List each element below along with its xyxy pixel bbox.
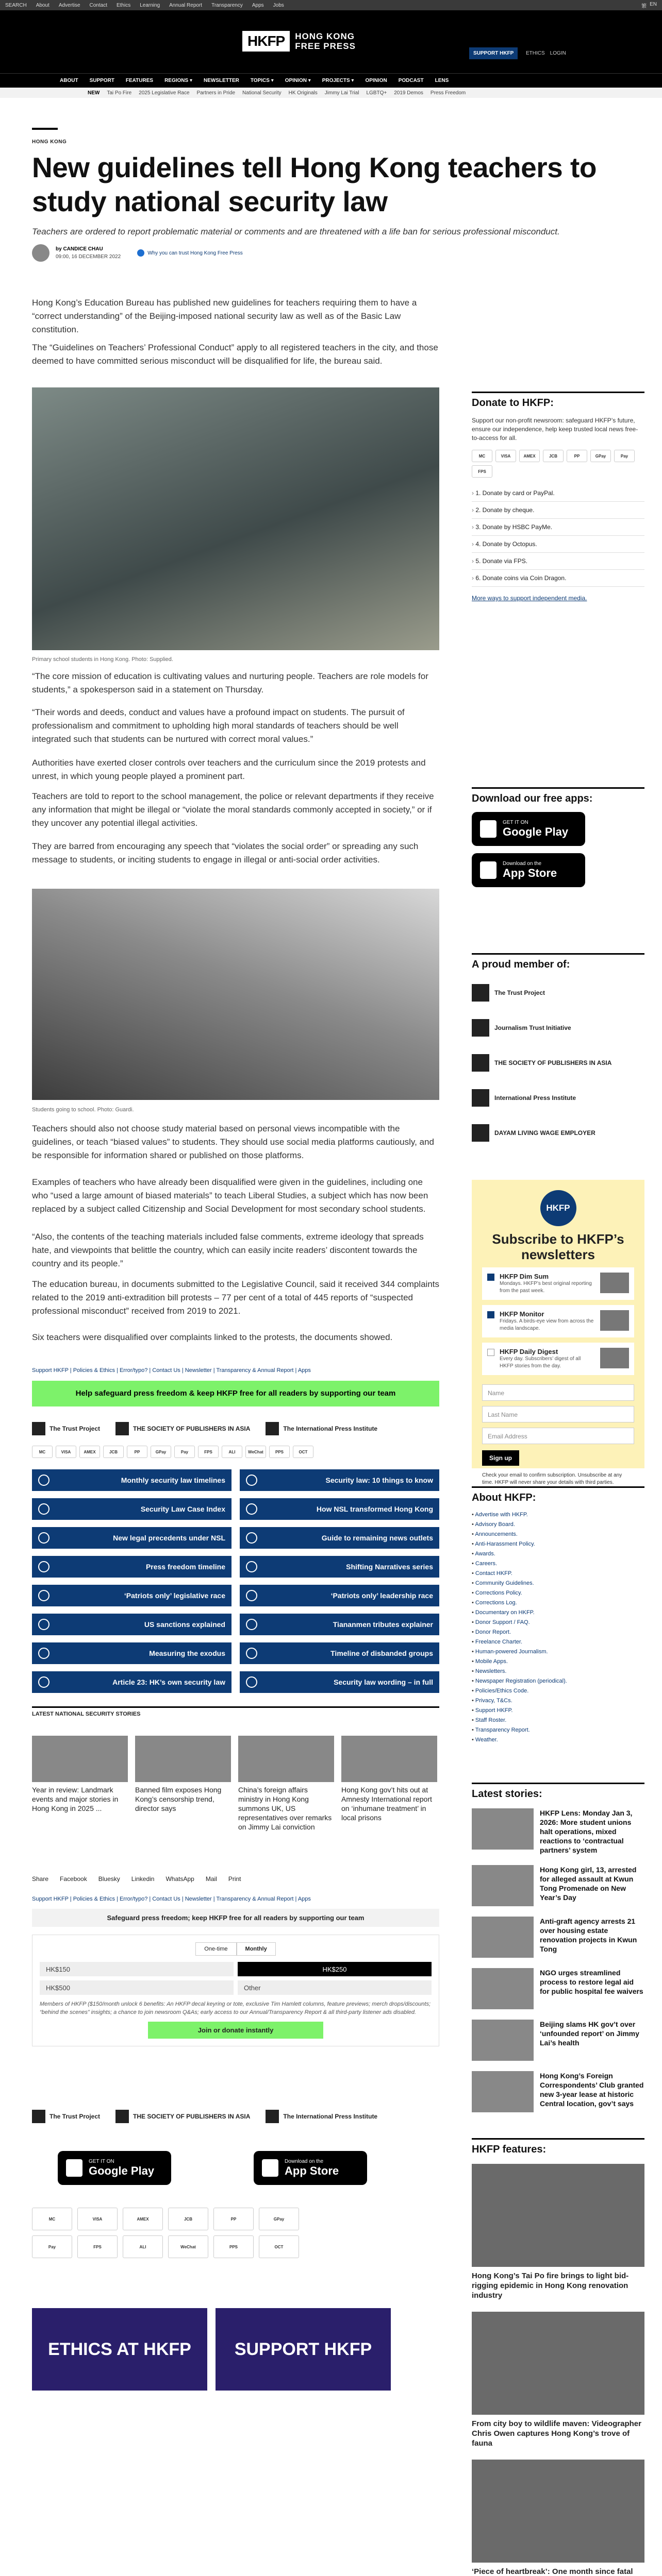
app-store-button[interactable]: Download on the App Store (254, 2151, 367, 2185)
story-thumbnail (472, 2071, 534, 2112)
leader-icon (246, 1590, 257, 1601)
article-photo-2 (32, 889, 439, 1100)
donate-option[interactable]: › 1. Donate by card or PayPal. (472, 485, 644, 502)
latest-story[interactable]: Beijing slams HK gov’t over ‘unfounded report’ on Jimmy Lai’s health (472, 2020, 644, 2061)
member-ipi[interactable]: International Press Institute (472, 1089, 644, 1107)
apple-icon (262, 2159, 278, 2177)
sidebar-about (472, 1486, 644, 1745)
share-whatsapp[interactable]: WhatsApp (166, 1875, 194, 1883)
trust-project-icon (472, 984, 489, 1002)
topbar-annual-report[interactable]: Annual Report (169, 2, 203, 8)
trending-item[interactable]: National Security (242, 90, 282, 96)
ballot-icon (38, 1590, 49, 1601)
story-thumbnail (135, 1736, 231, 1782)
apple-pay-icon: Pay (32, 2235, 72, 2258)
donate-heading: Donate to HKFP: (472, 392, 644, 409)
nsl-story-card[interactable]: Hong Kong gov’t hits out at Amnesty International report on ‘inhumane treatment’ in local prisons (341, 1736, 437, 1832)
nsl-story-card[interactable]: Banned film exposes Hong Kong’s censorship trend, director says (135, 1736, 231, 1832)
fps-icon: FPS (77, 2235, 118, 2258)
google-play-button[interactable]: GET IT ON Google Play (58, 2151, 171, 2185)
donate-option[interactable]: › 6. Donate coins via Coin Dragon. (472, 570, 644, 587)
tile-us-sanctions[interactable]: US sanctions explained (32, 1614, 231, 1635)
trending-new-label: NEW (88, 90, 100, 96)
about-link[interactable]: • Donor Support / FAQ. (472, 1618, 644, 1628)
fps-icon: FPS (472, 465, 492, 478)
payment-methods (32, 1446, 439, 1458)
member-living-wage[interactable]: DAYAM LIVING WAGE EMPLOYER (472, 1124, 644, 1142)
latest-story[interactable]: HKFP Lens: Monday Jan 3, 2026: More student unions halt operations, mixed reactions to ‘contractual partners’ system (472, 1808, 644, 1855)
candle-icon (246, 1619, 257, 1630)
latest-story[interactable]: Anti-graft agency arrests 21 over housing estate renovation projects in Kwun Tong (472, 1917, 644, 1958)
mastercard-icon: MC (32, 2208, 72, 2230)
about-heading: About HKFP: (472, 1486, 644, 1504)
nsl-story-card[interactable]: Year in review: Landmark events and major stories in Hong Kong in 2025 ... (32, 1736, 128, 1832)
about-link[interactable]: • Newspaper Registration (periodical). (472, 1676, 644, 1686)
newsletter-note: Check your email to confirm subscription. Unsubscribe at any time. HKFP will never share your details with third parties. (482, 1472, 622, 1485)
newsletter-checkbox[interactable] (487, 1311, 494, 1318)
nav-about[interactable]: ABOUT (60, 78, 78, 83)
about-link[interactable]: • Donor Report. (472, 1628, 644, 1637)
member-trust-project[interactable]: The Trust Project (472, 984, 644, 1002)
photo-caption: Primary school students in Hong Kong. Photo: Supplied. (32, 656, 173, 663)
site-logo[interactable] (242, 31, 356, 52)
sanctions-icon (38, 1619, 49, 1630)
donate-widget (32, 1935, 439, 2046)
about-link[interactable]: • Documentary on HKFP. (472, 1608, 644, 1618)
amount-option[interactable]: HK$500 (40, 1980, 234, 1995)
paragraph: “Their words and deeds, conduct and values have a profound impact on students. The pursuit of professionalism and commitment to upholding high moral standards of teachers should be well integrated such that students can be nurtured with correct moral values.” (32, 707, 405, 744)
tile-press-freedom[interactable]: Press freedom timeline (32, 1556, 231, 1578)
alipay-icon: ALI (222, 1446, 242, 1458)
story-thumbnail (472, 1808, 534, 1850)
newsletter-option[interactable]: HKFP Daily Digest Every day. Subscribers’ digest of all HKFP stories from the day. (482, 1343, 634, 1375)
story-thumbnail (238, 1736, 334, 1782)
about-link[interactable]: • Support HKFP. (472, 1706, 644, 1716)
sidebar-apps (472, 787, 644, 887)
about-link[interactable]: • Corrections Log. (472, 1598, 644, 1608)
story-thumbnail (341, 1736, 437, 1782)
share-mail[interactable]: Mail (205, 1875, 217, 1883)
feature-story[interactable]: From city boy to wildlife maven: Videographer Chris Owen captures Hong Kong’s trove of fauna (472, 2312, 644, 2448)
mastercard-icon: MC (32, 1446, 53, 1458)
paragraph: They are barred from encouraging any speech that “violates the social order” or spreading any such message to students, or inciting students to engage in illegal or anti-social order activities. (32, 841, 419, 865)
trust-project-icon (32, 1422, 45, 1435)
ipi-icon (472, 1089, 489, 1107)
tile-exodus[interactable]: Measuring the exodus (32, 1642, 231, 1664)
topbar-apps[interactable]: Apps (252, 2, 264, 8)
nav-support[interactable]: SUPPORT (89, 78, 114, 83)
nav-topics[interactable]: TOPICS ▾ (250, 78, 274, 83)
badge-label: The Trust Project (49, 2113, 101, 2120)
amount-option[interactable]: HK$150 (40, 1962, 234, 1976)
feature-story[interactable]: ‘Piece of heartbreak’: One month since fatal (472, 2460, 644, 2576)
about-link[interactable]: • Weather. (472, 1735, 644, 1745)
newsletter-checkbox[interactable] (487, 1349, 494, 1356)
latest-heading: Latest stories: (472, 1783, 644, 1800)
support-links (32, 1367, 439, 1374)
logo-line-1: HONG KONG (295, 31, 355, 41)
topbar-about[interactable]: About (36, 2, 49, 8)
feature-image (472, 2312, 644, 2415)
group-icon (246, 1648, 257, 1659)
paragraph: Authorities have exerted closer controls over teachers and the curriculum since the 2019 protests and unrest, in which young people played a prominent part. (32, 758, 426, 781)
sidebar-app-store[interactable]: Download on the App Store (472, 853, 585, 887)
trending-item[interactable]: 2019 Demos (394, 90, 423, 96)
story-thumbnail (32, 1736, 128, 1782)
sopa-icon (115, 1422, 129, 1435)
tile-case-index[interactable]: Security Law Case Index (32, 1498, 231, 1520)
jti-icon (472, 1019, 489, 1037)
logo-mark: HKFP (242, 31, 290, 52)
byline (32, 244, 243, 262)
trending-bar (0, 88, 662, 98)
why-trust-link[interactable]: Why you can trust Hong Kong Free Press (137, 249, 243, 257)
story-thumbnail (472, 1968, 534, 2009)
sidebar-donate (472, 392, 644, 603)
share-bluesky[interactable]: Bluesky (98, 1875, 120, 1883)
octopus-icon: OCT (259, 2235, 299, 2258)
badge-label: The International Press Institute (283, 2113, 378, 2120)
paragraph: “Also, the contents of the teaching materials included false comments, extreme ideology that spreads hate, and viewpoints that belittle the country, which can easily incite readers’ discontent towards the country and its people.” (32, 1232, 424, 1268)
ipi-icon (266, 2110, 279, 2123)
topbar-ethics[interactable]: Ethics (116, 2, 131, 8)
member-badges-bottom (32, 2110, 439, 2123)
donate-option[interactable]: › 4. Donate by Octopus. (472, 536, 644, 553)
google-play-icon (66, 2159, 82, 2177)
apple-pay-icon: Pay (174, 1446, 195, 1458)
timeline-icon (38, 1475, 49, 1486)
nav-opinion-menu[interactable]: OPINION ▾ (285, 78, 311, 83)
amex-icon: AMEX (123, 2208, 163, 2230)
newsletter-thumbnail (600, 1348, 629, 1368)
badge-label: The Trust Project (49, 1425, 101, 1432)
feature-image (472, 2164, 644, 2267)
topbar-jobs[interactable]: Jobs (273, 2, 284, 8)
latest-story[interactable]: Hong Kong’s Foreign Correspondents’ Club granted new 3-year lease at historic Central location, gov’t says (472, 2071, 644, 2112)
visa-icon: VISA (77, 2208, 118, 2230)
member-benefits-note: Members of HKFP ($150/month unlock 6 benefits: An HKFP decal keyring or tote, exclusive Tim Hamlett columns, feature previews; merch drops/discounts; “behind the scenes” insights; a chance to join newsroom Q&As; early access to our Annual/Transparency Report & all third-party listener ads disabled. (40, 2001, 431, 2015)
narrative-icon (246, 1561, 257, 1572)
trending-item[interactable]: Tai Po Fire (107, 90, 132, 96)
join-donate-button[interactable]: Join or donate instantly (148, 2022, 323, 2039)
more-ways-link[interactable]: More ways to support independent media. (472, 595, 587, 602)
paragraph: Six teachers were disqualified over complaints linked to the protests, the documents showed. (32, 1332, 393, 1342)
google-pay-icon: GPay (151, 1446, 171, 1458)
tile-10-things[interactable]: Security law: 10 things to know (240, 1469, 439, 1491)
tile-legal-precedents[interactable]: New legal precedents under NSL (32, 1527, 231, 1549)
support-banner[interactable]: Help safeguard press freedom & keep HKFP free for all readers by supporting our team (32, 1381, 439, 1406)
paypal-icon: PP (127, 1446, 147, 1458)
login-link[interactable]: LOGIN (550, 50, 566, 56)
share-linkedin[interactable]: Linkedin (131, 1875, 155, 1883)
tile-law-wording[interactable]: Security law wording – in full (240, 1671, 439, 1693)
gavel-icon (38, 1532, 49, 1544)
about-link[interactable]: • Advisory Board. (472, 1520, 644, 1530)
safeguard-banner[interactable]: Safeguard press freedom; keep HKFP free for all readers by supporting our team (32, 1909, 439, 1927)
payment-methods-bottom (32, 2208, 321, 2258)
topbar-advertise[interactable]: Advertise (58, 2, 80, 8)
paragraph: Hong Kong’s Education Bureau has published new guidelines for teachers requiring them to have a “correct understanding” of the Beijing-imposed national security law as well as of the Basic Law constitution. (32, 298, 417, 334)
features-heading: HKFP features: (472, 2138, 644, 2156)
topbar-search[interactable]: SEARCH (5, 2, 27, 8)
about-link[interactable]: • Community Guidelines. (472, 1579, 644, 1588)
alipay-icon: ALI (123, 2235, 163, 2258)
badge-label: THE SOCIETY OF PUBLISHERS IN ASIA (133, 2113, 251, 2120)
feature-story[interactable]: Hong Kong’s Tai Po fire brings to light bid-rigging epidemic in Hong Kong renovation industry (472, 2164, 644, 2300)
trust-icon (137, 249, 144, 257)
about-link[interactable]: • Contact HKFP. (472, 1569, 644, 1579)
support-promo[interactable]: SUPPORT HKFP (216, 2308, 391, 2391)
trending-item[interactable]: Press Freedom (430, 90, 466, 96)
newspaper-icon (246, 1532, 257, 1544)
sidebar-payment-icons (472, 450, 644, 478)
nav-lens[interactable]: LENS (435, 78, 449, 83)
transform-icon (246, 1503, 257, 1515)
topbar-transparency[interactable]: Transparency (211, 2, 243, 8)
tile-news-outlets[interactable]: Guide to remaining news outlets (240, 1527, 439, 1549)
about-link[interactable]: • Mobile Apps. (472, 1657, 644, 1667)
about-link[interactable]: • Staff Roster. (472, 1716, 644, 1725)
about-links (472, 1510, 644, 1745)
about-link[interactable]: • Anti-Harassment Policy. (472, 1539, 644, 1549)
ethics-link[interactable]: ETHICS (526, 50, 545, 56)
about-link[interactable]: • Newsletters. (472, 1667, 644, 1676)
lang-chinese[interactable]: 繁 (641, 3, 647, 9)
newsletter-thumbnail (600, 1310, 629, 1331)
support-links-text[interactable]: Support HKFP | Policies & Ethics | Error/typo? | Contact Us | Newsletter | Transparency & Annual Report | Apps (32, 1367, 311, 1374)
wechat-pay-icon: WeChat (245, 1446, 266, 1458)
share-label: Share (32, 1875, 49, 1883)
octopus-icon: OCT (293, 1446, 313, 1458)
trending-item[interactable]: HK Originals (288, 90, 318, 96)
latest-story[interactable]: Hong Kong girl, 13, arrested for alleged assault at Kwun Tong Promenade on New Year’s Day (472, 1865, 644, 1906)
nav-opinion[interactable]: OPINION (365, 78, 387, 83)
about-link[interactable]: • Policies/Ethics Code. (472, 1686, 644, 1696)
donate-options (472, 485, 644, 587)
support-links-bottom (32, 1896, 439, 1902)
apple-pay-icon: Pay (614, 450, 635, 462)
newsletter-checkbox[interactable] (487, 1274, 494, 1281)
tile-disbanded-groups[interactable]: Timeline of disbanded groups (240, 1642, 439, 1664)
tile-legislative-race[interactable]: ‘Patriots only’ legislative race (32, 1585, 231, 1606)
ipi-icon (266, 1422, 279, 1435)
nav-newsletter[interactable]: NEWSLETTER (203, 78, 239, 83)
nav-podcast[interactable]: PODCAST (398, 78, 424, 83)
hkfp-logo-circle: HKFP (540, 1190, 576, 1226)
tile-leadership-race[interactable]: ‘Patriots only’ leadership race (240, 1585, 439, 1606)
member-badges (32, 1422, 439, 1435)
photo-caption: Students going to school. Photo: Guardi. (32, 1107, 134, 1113)
share-bar (32, 1875, 439, 1883)
ethics-promo[interactable]: ETHICS AT HKFP (32, 2308, 207, 2391)
about-link[interactable]: • Corrections Policy. (472, 1588, 644, 1598)
email-input[interactable]: Email Address (482, 1428, 634, 1444)
paragraph: The “Guidelines on Teachers’ Professional Conduct” apply to all registered teachers in the city, and those deemed to have committed serious misconduct will be disqualified for life, the bureau said. (32, 343, 438, 366)
logo-line-2: FREE PRESS (295, 41, 356, 51)
document-icon (246, 1676, 257, 1688)
newsletter-signup (472, 1180, 644, 1485)
about-link[interactable]: • Freelance Charter. (472, 1637, 644, 1647)
trust-project-icon (32, 2110, 45, 2123)
about-link[interactable]: • Awards. (472, 1549, 644, 1559)
nav-regions[interactable]: REGIONS ▾ (164, 78, 192, 83)
press-icon (38, 1561, 49, 1572)
member-sopa[interactable]: THE SOCIETY OF PUBLISHERS IN ASIA (472, 1054, 644, 1072)
tile-tiananmen[interactable]: Tiananmen tributes explainer (240, 1614, 439, 1635)
nav-projects[interactable]: PROJECTS ▾ (322, 78, 354, 83)
nsl-resource-tiles (32, 1469, 439, 1693)
jcb-icon: JCB (103, 1446, 124, 1458)
kicker-rule (32, 128, 58, 130)
paragraph: The education bureau, in documents submitted to the Legislative Council, said it received 344 complaints related to the 2019 anti-extradition bill protests – 77 per cent of a total of 445 reports of “suspected professional misconduct” received from 2019 to 2021. (32, 1279, 440, 1316)
living-wage-icon (472, 1124, 489, 1142)
fps-icon: FPS (198, 1446, 219, 1458)
article-category[interactable]: HONG KONG (32, 139, 67, 145)
donate-option[interactable]: › 3. Donate by HSBC PayMe. (472, 519, 644, 536)
sidebar-latest (472, 1783, 644, 2123)
about-link[interactable]: • Careers. (472, 1559, 644, 1569)
amount-option-selected[interactable]: HK$250 (238, 1962, 432, 1976)
about-link[interactable]: • Transparency Report. (472, 1725, 644, 1735)
topbar-contact[interactable]: Contact (89, 2, 107, 8)
google-pay-icon: GPay (259, 2208, 299, 2230)
paypal-icon: PP (213, 2208, 254, 2230)
jcb-icon: JCB (543, 450, 564, 462)
sidebar-google-play[interactable]: GET IT ON Google Play (472, 812, 585, 846)
story-thumbnail (472, 2020, 534, 2061)
google-play-icon (480, 820, 496, 838)
author-avatar (32, 244, 49, 262)
google-pay-icon: GPay (590, 450, 611, 462)
topbar-learning[interactable]: Learning (140, 2, 160, 8)
newsletter-thumbnail (600, 1273, 629, 1293)
trending-item[interactable]: 2025 Legislative Race (139, 90, 190, 96)
about-link[interactable]: • Announcements. (472, 1530, 644, 1539)
sopa-icon (472, 1054, 489, 1072)
paragraph: Teachers are told to report to the school management, the police or relevant departments if they receive any information that might be illegal or “violate the moral standards commonly accepted in society,” or if they uncover any potential illegal activities. (32, 791, 434, 828)
visa-icon: VISA (56, 1446, 76, 1458)
newsletter-heading: Subscribe to HKFP’s newsletters (492, 1231, 624, 1262)
author-name[interactable]: by CANDICE CHAU (56, 246, 103, 252)
newsletter-option[interactable]: HKFP Monitor Fridays. A birds-eye view from across the media landscape. (482, 1305, 634, 1337)
latest-nsl-title: LATEST NATIONAL SECURITY STORIES (32, 1706, 439, 1717)
trending-item[interactable]: Partners in Pride (196, 90, 236, 96)
list-icon (246, 1475, 257, 1486)
plane-icon (38, 1648, 49, 1659)
nav-features[interactable]: FEATURES (125, 78, 154, 83)
article-standfirst: Teachers are ordered to report problematic material or comments and are threatened with a life ban for serious professional misconduct. (32, 227, 560, 236)
promo-banners (32, 2308, 439, 2391)
nsl-story-card[interactable]: China’s foreign affairs ministry in Hong Kong summons UK, US representatives over remarks on Jimmy Lai conviction (238, 1736, 334, 1832)
donate-text[interactable]: Support our non-profit newsroom: safeguard HKFP’s future, ensure our independence, help keep trusted local news free-to-access for all. (472, 417, 638, 442)
sidebar-members (472, 953, 644, 1142)
support-links-text[interactable]: Support HKFP | Policies & Ethics | Error/typo? | Contact Us | Newsletter | Transparency & Annual Report | Apps (32, 1896, 311, 1902)
sopa-icon (115, 2110, 129, 2123)
article-photo-1 (32, 387, 439, 650)
tile-nsl-transformed[interactable]: How NSL transformed Hong Kong (240, 1498, 439, 1520)
share-print[interactable]: Print (228, 1875, 241, 1883)
tile-security-timelines[interactable]: Monthly security law timelines (32, 1469, 231, 1491)
tile-article-23[interactable]: Article 23: HK’s own security law (32, 1671, 231, 1693)
amex-icon: AMEX (519, 450, 540, 462)
story-thumbnail (472, 1865, 534, 1906)
member-jti[interactable]: Journalism Trust Initiative (472, 1019, 644, 1037)
lang-english[interactable]: EN (650, 1, 657, 7)
donate-option[interactable]: › 5. Donate via FPS. (472, 553, 644, 570)
last-name-input[interactable]: Last Name (482, 1406, 634, 1422)
publish-date: 09:00, 16 DECEMBER 2022 (56, 254, 121, 260)
support-hkfp-button[interactable]: SUPPORT HKFP (469, 47, 518, 59)
badge-label: THE SOCIETY OF PUBLISHERS IN ASIA (133, 1425, 251, 1432)
paragraph: Examples of teachers who have already been disqualified were given in the guidelines, including one who “used a large amount of biased materials” to teach Liberal Studies, a subject which has now been replaced by a subject called Citizenship and Social Development for most secondary school students. (32, 1177, 428, 1214)
trending-item[interactable]: LGBTQ+ (366, 90, 387, 96)
index-icon (38, 1503, 49, 1515)
utility-bar (0, 0, 662, 10)
latest-story[interactable]: NGO urges streamlined process to restore legal aid for public hospital fee waivers (472, 1968, 644, 2009)
jcb-icon: JCB (168, 2208, 208, 2230)
sidebar-features (472, 2138, 644, 2576)
signup-button[interactable]: Sign up (482, 1450, 519, 1466)
about-link[interactable]: • Privacy, T&Cs. (472, 1696, 644, 1706)
feature-image (472, 2460, 644, 2563)
member-heading: A proud member of: (472, 953, 644, 971)
wechat-pay-icon: WeChat (168, 2235, 208, 2258)
article-headline: New guidelines tell Hong Kong teachers to study national security law (32, 151, 597, 217)
app-store-links (32, 2151, 439, 2185)
apple-icon (480, 861, 496, 879)
about-link[interactable]: • Advertise with HKFP. (472, 1510, 644, 1520)
site-header (0, 10, 662, 73)
donate-option[interactable]: › 2. Donate by cheque. (472, 502, 644, 519)
amount-other[interactable]: Other (238, 1980, 432, 1995)
freq-one-time[interactable]: One-time (195, 1942, 236, 1956)
law-icon (38, 1676, 49, 1688)
share-facebook[interactable]: Facebook (60, 1875, 87, 1883)
freq-monthly[interactable]: Monthly (237, 1942, 276, 1956)
paragraph: “The core mission of education is cultivating values and nurturing people. Teachers are role models for students,” a spokesperson said in a statement on Thursday. (32, 671, 428, 694)
amex-icon: AMEX (79, 1446, 100, 1458)
paragraph: Teachers should also not choose study material based on personal views incompatible with the guidelines, or teach “biased values” to students. They should use social media platforms cautiously, and be responsible for information shared or published on those platforms. (32, 1124, 434, 1160)
badge-label: The International Press Institute (283, 1425, 378, 1432)
latest-nsl-section (32, 1706, 439, 1832)
tile-shifting-narratives[interactable]: Shifting Narratives series (240, 1556, 439, 1578)
mastercard-icon: MC (472, 450, 492, 462)
newsletter-option[interactable]: HKFP Dim Sum Mondays. HKFP’s best original reporting from the past week. (482, 1267, 634, 1300)
pps-icon: PPS (213, 2235, 254, 2258)
visa-icon: VISA (495, 450, 516, 462)
apps-heading: Download our free apps: (472, 787, 644, 805)
pps-icon: PPS (269, 1446, 290, 1458)
trending-item[interactable]: Jimmy Lai Trial (324, 90, 359, 96)
paypal-icon: PP (567, 450, 587, 462)
main-nav (0, 73, 662, 88)
story-thumbnail (472, 1917, 534, 1958)
first-name-input[interactable]: Name (482, 1384, 634, 1401)
about-link[interactable]: • Human-powered Journalism. (472, 1647, 644, 1657)
